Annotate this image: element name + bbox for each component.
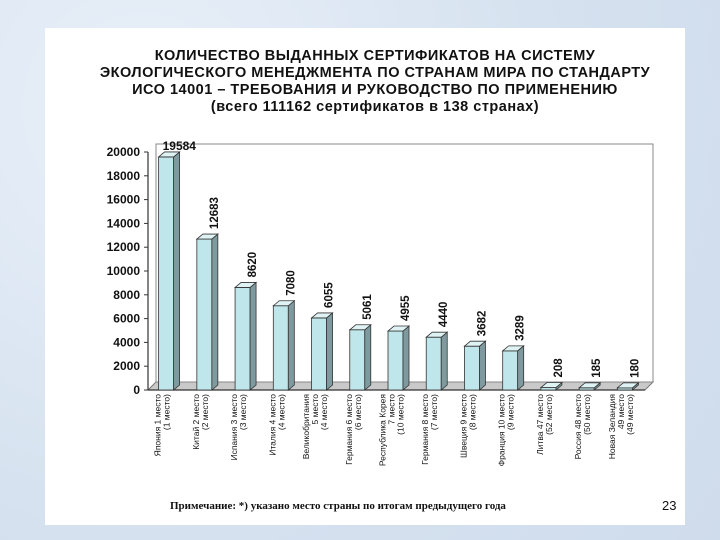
category-label: (7 место) (429, 394, 440, 431)
category-label: Россия 48 место (573, 394, 584, 460)
bar (312, 318, 327, 390)
category-label: (2 место) (199, 394, 210, 431)
bar (464, 346, 479, 390)
category-label: 5 место (310, 394, 321, 425)
data-label: 3289 (514, 315, 527, 341)
category-label: (4 место) (276, 394, 287, 431)
data-label: 6055 (323, 282, 336, 308)
data-label: 180 (629, 358, 642, 378)
page-number: 23 (662, 498, 677, 513)
title-line: КОЛИЧЕСТВО ВЫДАННЫХ СЕРТИФИКАТОВ НА СИСТЕМУ (154, 48, 596, 64)
bar-side (288, 301, 294, 390)
bar (388, 331, 403, 390)
category-label: Франция 10 место (496, 394, 507, 467)
category-label: Великобритания (301, 394, 312, 460)
category-label: (50 место) (582, 394, 593, 435)
data-label: 5061 (361, 294, 374, 320)
category-label: Германия 6 место (343, 394, 354, 465)
bar-side (518, 346, 524, 390)
bar (350, 330, 365, 390)
category-label: 49 место (615, 394, 626, 430)
y-tick-label: 14000 (106, 216, 140, 231)
bar-side (250, 282, 256, 390)
category-label: Испания 3 место (229, 394, 240, 461)
y-tick-label: 16000 (106, 192, 140, 207)
bar-side (479, 341, 485, 390)
data-label: 19584 (162, 138, 196, 153)
data-label: 12683 (208, 197, 221, 230)
bar (426, 337, 441, 390)
y-tick-label: 8000 (113, 287, 140, 302)
category-label: Германия 8 место (420, 394, 431, 465)
bar-side (403, 326, 409, 390)
bar (235, 287, 250, 390)
category-label: (9 место) (505, 394, 516, 431)
category-label: Новая Зеландия (606, 394, 617, 460)
data-label: 4955 (400, 295, 412, 322)
bar (159, 157, 174, 390)
y-tick-label: 12000 (106, 240, 140, 255)
bar-side (441, 332, 447, 390)
category-label: 7 место (386, 394, 397, 425)
y-tick-label: 4000 (113, 335, 140, 350)
y-tick-label: 20000 (106, 145, 140, 159)
y-tick-label: 18000 (106, 168, 140, 183)
category-label: Италия 4 место (267, 394, 278, 456)
title-line: ИСО 14001 – ТРЕБОВАНИЯ И РУКОВОДСТВО ПО ПРИМЕНЕНИЮ (132, 82, 618, 98)
title-line: (всего 111162 сертификатов в 138 странах) (210, 99, 540, 115)
category-label: (10 место) (395, 394, 406, 435)
data-label: 208 (552, 358, 565, 378)
category-label: Литва 47 место (534, 394, 545, 455)
data-label: 8620 (247, 251, 260, 278)
bar-side (212, 234, 218, 390)
data-label: 3682 (476, 310, 489, 337)
category-label: (3 место) (238, 394, 249, 431)
title-line: ЭКОЛОГИЧЕСКОГО МЕНЕДЖМЕНТА ПО СТРАНАМ МИРА ПО СТАНДАРТУ (99, 65, 651, 81)
y-tick-label: 0 (133, 383, 140, 397)
category-label: (52 место) (543, 394, 554, 435)
y-tick-label: 6000 (113, 311, 140, 326)
category-label: (49 место) (624, 394, 635, 435)
y-tick-label: 10000 (106, 264, 140, 278)
category-label: Республика Корея (377, 394, 388, 467)
category-label: Япония 1 место (152, 394, 163, 457)
data-label: 7080 (285, 270, 298, 296)
category-label: (8 место) (467, 394, 478, 431)
bar-side (327, 313, 333, 390)
bar (197, 239, 212, 390)
data-label: 185 (591, 358, 604, 378)
bar-side (365, 325, 371, 390)
category-label: Швеция 9 место (458, 394, 469, 458)
bar (503, 351, 518, 390)
category-label: (4 место) (319, 394, 330, 431)
footnote: Примечание: *) указано место страны по итогам предыдущего года (170, 500, 506, 512)
category-label: (6 место) (352, 394, 363, 431)
bar-side (174, 152, 180, 390)
data-label: 4440 (438, 301, 451, 328)
bar (273, 306, 288, 390)
category-label: (1 место) (161, 394, 172, 431)
y-tick-label: 2000 (113, 359, 140, 374)
category-label: Китай 2 место (190, 394, 201, 450)
